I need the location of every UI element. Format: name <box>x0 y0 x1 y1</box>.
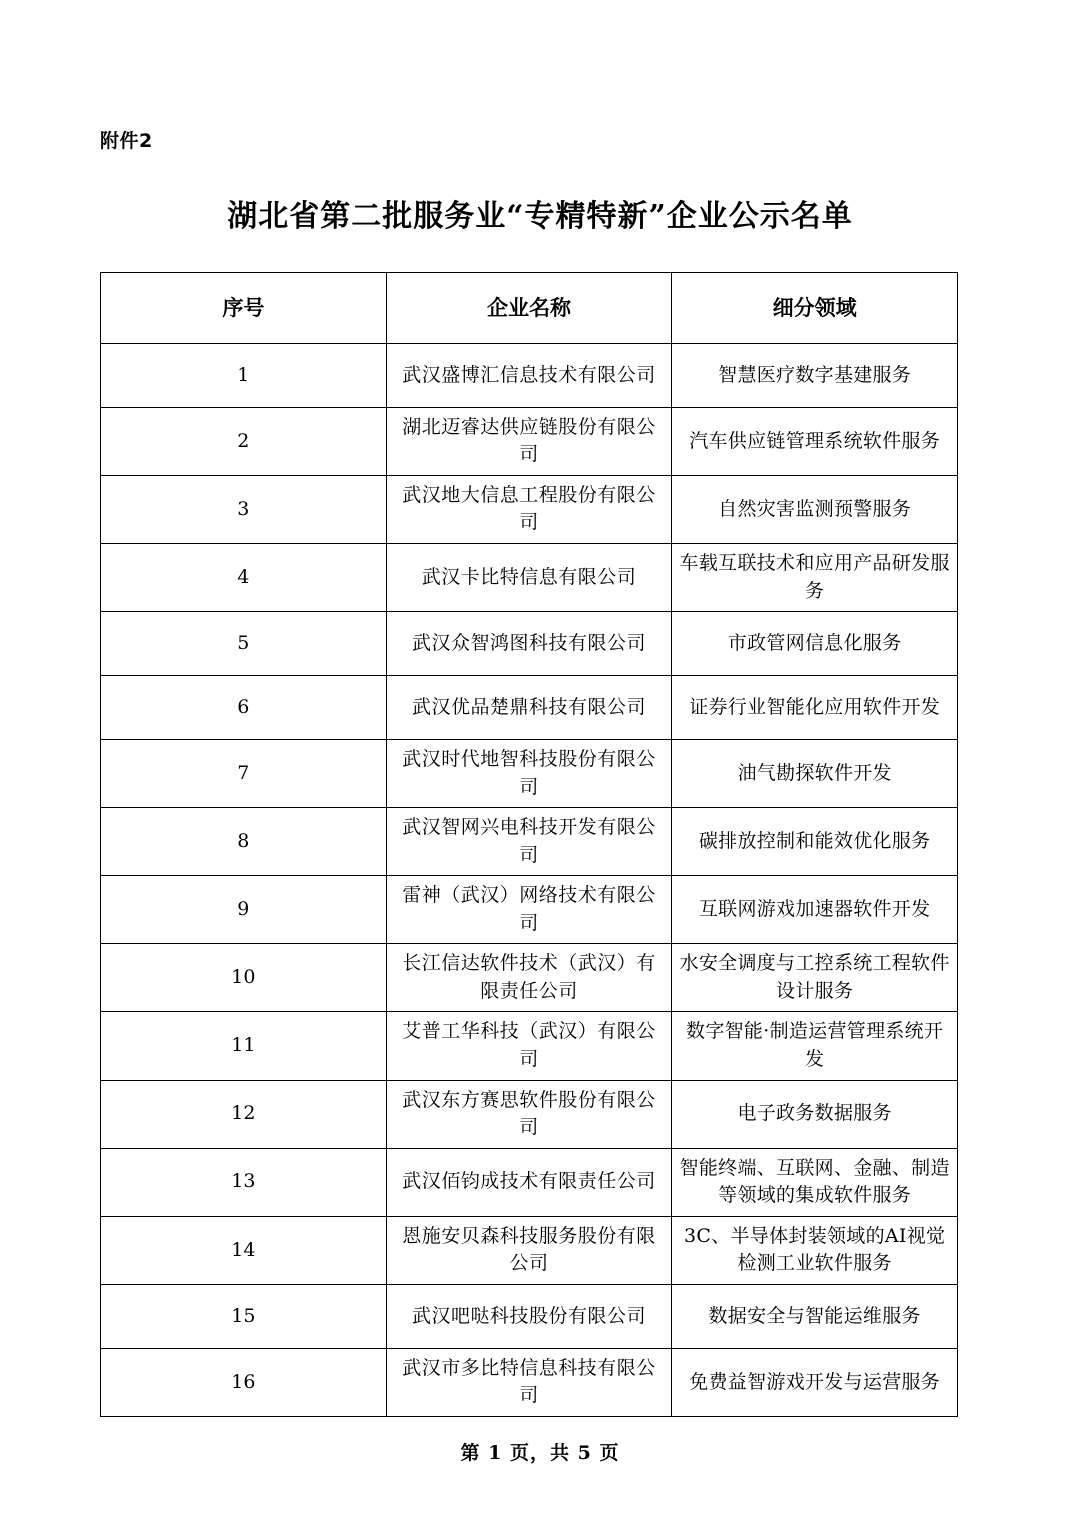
table-row <box>101 1080 958 1148</box>
table-row <box>101 343 958 407</box>
page-footer: 第 1 页，共 5 页 <box>460 1442 620 1464</box>
table-row <box>101 407 958 475</box>
cell-segment-field: 水安全调度与工控系统工程软件设计服务 <box>672 944 958 1012</box>
cell-enterprise-name: 武汉吧哒科技股份有限公司 <box>386 1284 672 1348</box>
cell-index: 10 <box>101 944 387 1012</box>
cell-index: 7 <box>101 740 387 808</box>
cell-enterprise-name: 武汉东方赛思软件股份有限公司 <box>386 1080 672 1148</box>
cell-index: 6 <box>101 676 387 740</box>
cell-enterprise-name: 艾普工华科技（武汉）有限公司 <box>386 1012 672 1080</box>
cell-enterprise-name: 武汉优品楚鼎科技有限公司 <box>386 676 672 740</box>
cell-enterprise-name: 武汉市多比特信息科技有限公司 <box>386 1348 672 1416</box>
cell-segment-field: 数字智能·制造运营管理系统开发 <box>672 1012 958 1080</box>
cell-segment-field: 免费益智游戏开发与运营服务 <box>672 1348 958 1416</box>
cell-enterprise-name: 武汉佰钧成技术有限责任公司 <box>386 1148 672 1216</box>
cell-index: 16 <box>101 1348 387 1416</box>
cell-enterprise-name: 武汉智网兴电科技开发有限公司 <box>386 808 672 876</box>
table-body <box>101 343 958 1416</box>
cell-segment-field: 油气勘探软件开发 <box>672 740 958 808</box>
cell-index: 12 <box>101 1080 387 1148</box>
table-header <box>101 272 958 343</box>
column-header-segment-field: 细分领域 <box>672 272 958 343</box>
table-row <box>101 1012 958 1080</box>
cell-index: 8 <box>101 808 387 876</box>
cell-enterprise-name: 武汉众智鸿图科技有限公司 <box>386 612 672 676</box>
cell-index: 3 <box>101 475 387 543</box>
cell-segment-field: 汽车供应链管理系统软件服务 <box>672 407 958 475</box>
column-header-enterprise-name: 企业名称 <box>386 272 672 343</box>
cell-index: 9 <box>101 876 387 944</box>
cell-segment-field: 自然灾害监测预警服务 <box>672 475 958 543</box>
cell-enterprise-name: 雷神（武汉）网络技术有限公司 <box>386 876 672 944</box>
cell-index: 15 <box>101 1284 387 1348</box>
table-row <box>101 676 958 740</box>
table-row <box>101 876 958 944</box>
table-row <box>101 475 958 543</box>
cell-index: 2 <box>101 407 387 475</box>
cell-index: 11 <box>101 1012 387 1080</box>
cell-index: 4 <box>101 543 387 611</box>
cell-segment-field: 证券行业智能化应用软件开发 <box>672 676 958 740</box>
cell-segment-field: 智能终端、互联网、金融、制造等领域的集成软件服务 <box>672 1148 958 1216</box>
table-row <box>101 1148 958 1216</box>
cell-enterprise-name: 武汉盛博汇信息技术有限公司 <box>386 343 672 407</box>
table-row <box>101 1284 958 1348</box>
cell-segment-field: 市政管网信息化服务 <box>672 612 958 676</box>
cell-index: 5 <box>101 612 387 676</box>
cell-enterprise-name: 湖北迈睿达供应链股份有限公司 <box>386 407 672 475</box>
cell-enterprise-name: 恩施安贝森科技服务股份有限公司 <box>386 1216 672 1284</box>
column-header-index: 序号 <box>101 272 387 343</box>
cell-segment-field: 3C、半导体封装领域的AI视觉检测工业软件服务 <box>672 1216 958 1284</box>
page-title: 湖北省第二批服务业“专精特新”企业公示名单 <box>227 198 853 234</box>
attachment-label: 附件2 <box>100 130 153 152</box>
enterprise-list-table <box>100 272 958 1417</box>
table-row <box>101 1348 958 1416</box>
cell-enterprise-name: 武汉地大信息工程股份有限公司 <box>386 475 672 543</box>
cell-enterprise-name: 武汉卡比特信息有限公司 <box>386 543 672 611</box>
table-row <box>101 612 958 676</box>
table-row <box>101 808 958 876</box>
cell-enterprise-name: 长江信达软件技术（武汉）有限责任公司 <box>386 944 672 1012</box>
cell-segment-field: 车载互联技术和应用产品研发服务 <box>672 543 958 611</box>
cell-index: 1 <box>101 343 387 407</box>
cell-segment-field: 电子政务数据服务 <box>672 1080 958 1148</box>
table-row <box>101 944 958 1012</box>
table-header-row <box>101 272 958 343</box>
table-row <box>101 1216 958 1284</box>
cell-segment-field: 碳排放控制和能效优化服务 <box>672 808 958 876</box>
cell-segment-field: 互联网游戏加速器软件开发 <box>672 876 958 944</box>
table-row <box>101 740 958 808</box>
cell-index: 13 <box>101 1148 387 1216</box>
cell-segment-field: 智慧医疗数字基建服务 <box>672 343 958 407</box>
table-row <box>101 543 958 611</box>
cell-index: 14 <box>101 1216 387 1284</box>
cell-enterprise-name: 武汉时代地智科技股份有限公司 <box>386 740 672 808</box>
cell-segment-field: 数据安全与智能运维服务 <box>672 1284 958 1348</box>
